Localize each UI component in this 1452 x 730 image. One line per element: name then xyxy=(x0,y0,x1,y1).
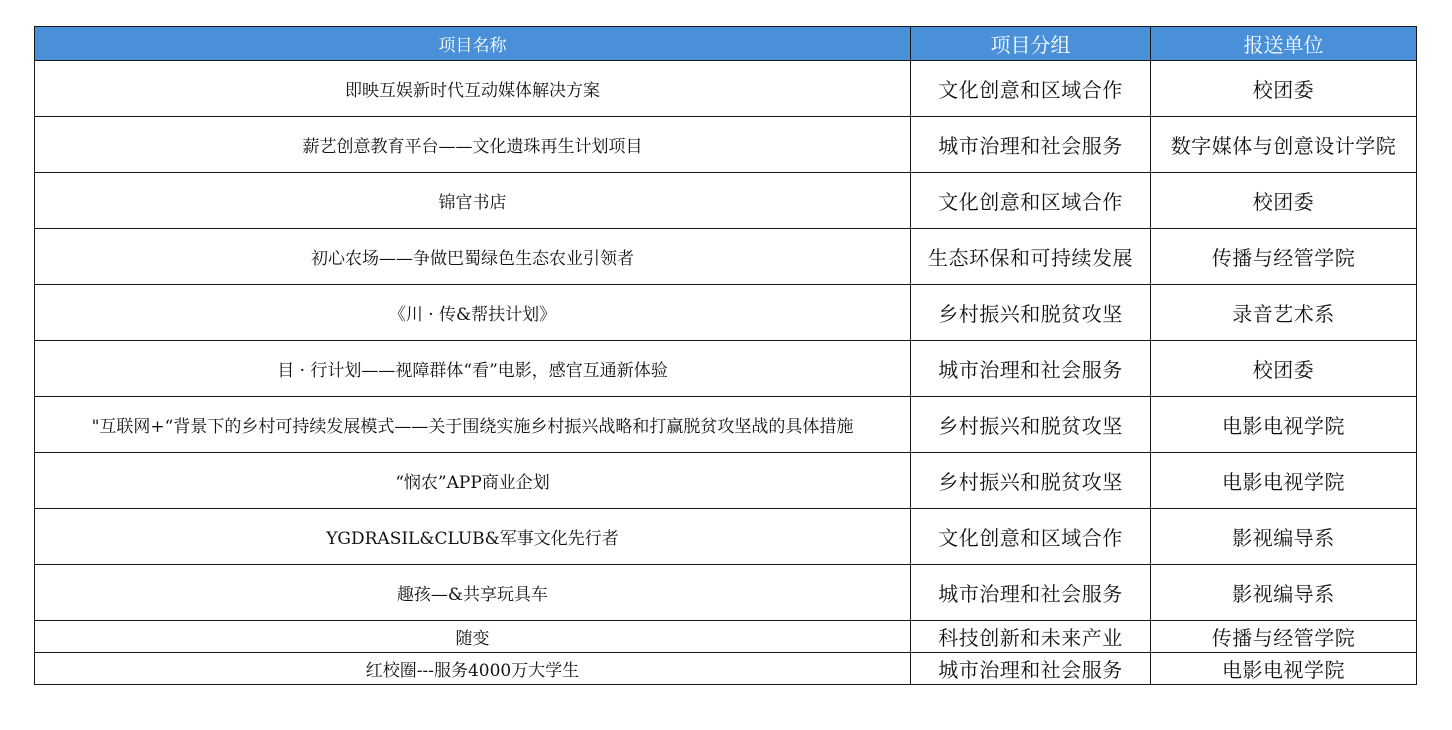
submitting-unit-cell: 校团委 xyxy=(1151,173,1417,229)
project-group-cell: 乡村振兴和脱贫攻坚 xyxy=(911,285,1151,341)
project-table xyxy=(34,26,1417,685)
project-group-cell: 科技创新和未来产业 xyxy=(911,621,1151,653)
project-group-cell: 城市治理和社会服务 xyxy=(911,117,1151,173)
column-header-submitting-unit: 报送单位 xyxy=(1151,27,1417,61)
table-row xyxy=(35,285,1417,341)
table-row xyxy=(35,117,1417,173)
project-name-cell: 薪艺创意教育平台——文化遗珠再生计划项目 xyxy=(35,117,911,173)
submitting-unit-cell: 校团委 xyxy=(1151,341,1417,397)
project-name-cell: 锦官书店 xyxy=(35,173,911,229)
project-group-cell: 文化创意和区域合作 xyxy=(911,173,1151,229)
project-name-cell: "互联网+“背景下的乡村可持续发展模式——关于围绕实施乡村振兴战略和打赢脱贫攻坚战的具体措施 xyxy=(35,397,911,453)
submitting-unit-cell: 数字媒体与创意设计学院 xyxy=(1151,117,1417,173)
project-name-cell: 即映互娱新时代互动媒体解决方案 xyxy=(35,61,911,117)
project-group-cell: 乡村振兴和脱贫攻坚 xyxy=(911,453,1151,509)
project-name-cell: YGDRASIL&CLUB&军事文化先行者 xyxy=(35,509,911,565)
submitting-unit-cell: 影视编导系 xyxy=(1151,509,1417,565)
submitting-unit-cell: 传播与经管学院 xyxy=(1151,229,1417,285)
table-row xyxy=(35,565,1417,621)
table-row xyxy=(35,341,1417,397)
table-row xyxy=(35,453,1417,509)
project-group-cell: 生态环保和可持续发展 xyxy=(911,229,1151,285)
project-group-cell: 城市治理和社会服务 xyxy=(911,653,1151,685)
table-row xyxy=(35,509,1417,565)
column-header-project-group: 项目分组 xyxy=(911,27,1151,61)
project-group-cell: 文化创意和区域合作 xyxy=(911,61,1151,117)
project-name-cell: 趣孩—&共享玩具车 xyxy=(35,565,911,621)
submitting-unit-cell: 录音艺术系 xyxy=(1151,285,1417,341)
project-group-cell: 乡村振兴和脱贫攻坚 xyxy=(911,397,1151,453)
project-name-cell: 目 · 行计划——视障群体“看”电影，感官互通新体验 xyxy=(35,341,911,397)
submitting-unit-cell: 传播与经管学院 xyxy=(1151,621,1417,653)
project-group-cell: 城市治理和社会服务 xyxy=(911,341,1151,397)
project-name-cell: “悯农”APP商业企划 xyxy=(35,453,911,509)
table-row xyxy=(35,397,1417,453)
submitting-unit-cell: 电影电视学院 xyxy=(1151,653,1417,685)
project-name-cell: 《川 · 传&帮扶计划》 xyxy=(35,285,911,341)
table-row xyxy=(35,61,1417,117)
project-name-cell: 初心农场——争做巴蜀绿色生态农业引领者 xyxy=(35,229,911,285)
table-row xyxy=(35,621,1417,653)
project-group-cell: 文化创意和区域合作 xyxy=(911,509,1151,565)
submitting-unit-cell: 校团委 xyxy=(1151,61,1417,117)
submitting-unit-cell: 影视编导系 xyxy=(1151,565,1417,621)
column-header-project-name: 项目名称 xyxy=(35,27,911,61)
project-name-cell: 随变 xyxy=(35,621,911,653)
project-group-cell: 城市治理和社会服务 xyxy=(911,565,1151,621)
table-row xyxy=(35,229,1417,285)
header-row xyxy=(35,27,1417,61)
submitting-unit-cell: 电影电视学院 xyxy=(1151,397,1417,453)
submitting-unit-cell: 电影电视学院 xyxy=(1151,453,1417,509)
table-row xyxy=(35,653,1417,685)
table-row xyxy=(35,173,1417,229)
project-name-cell: 红校圈---服务4000万大学生 xyxy=(35,653,911,685)
